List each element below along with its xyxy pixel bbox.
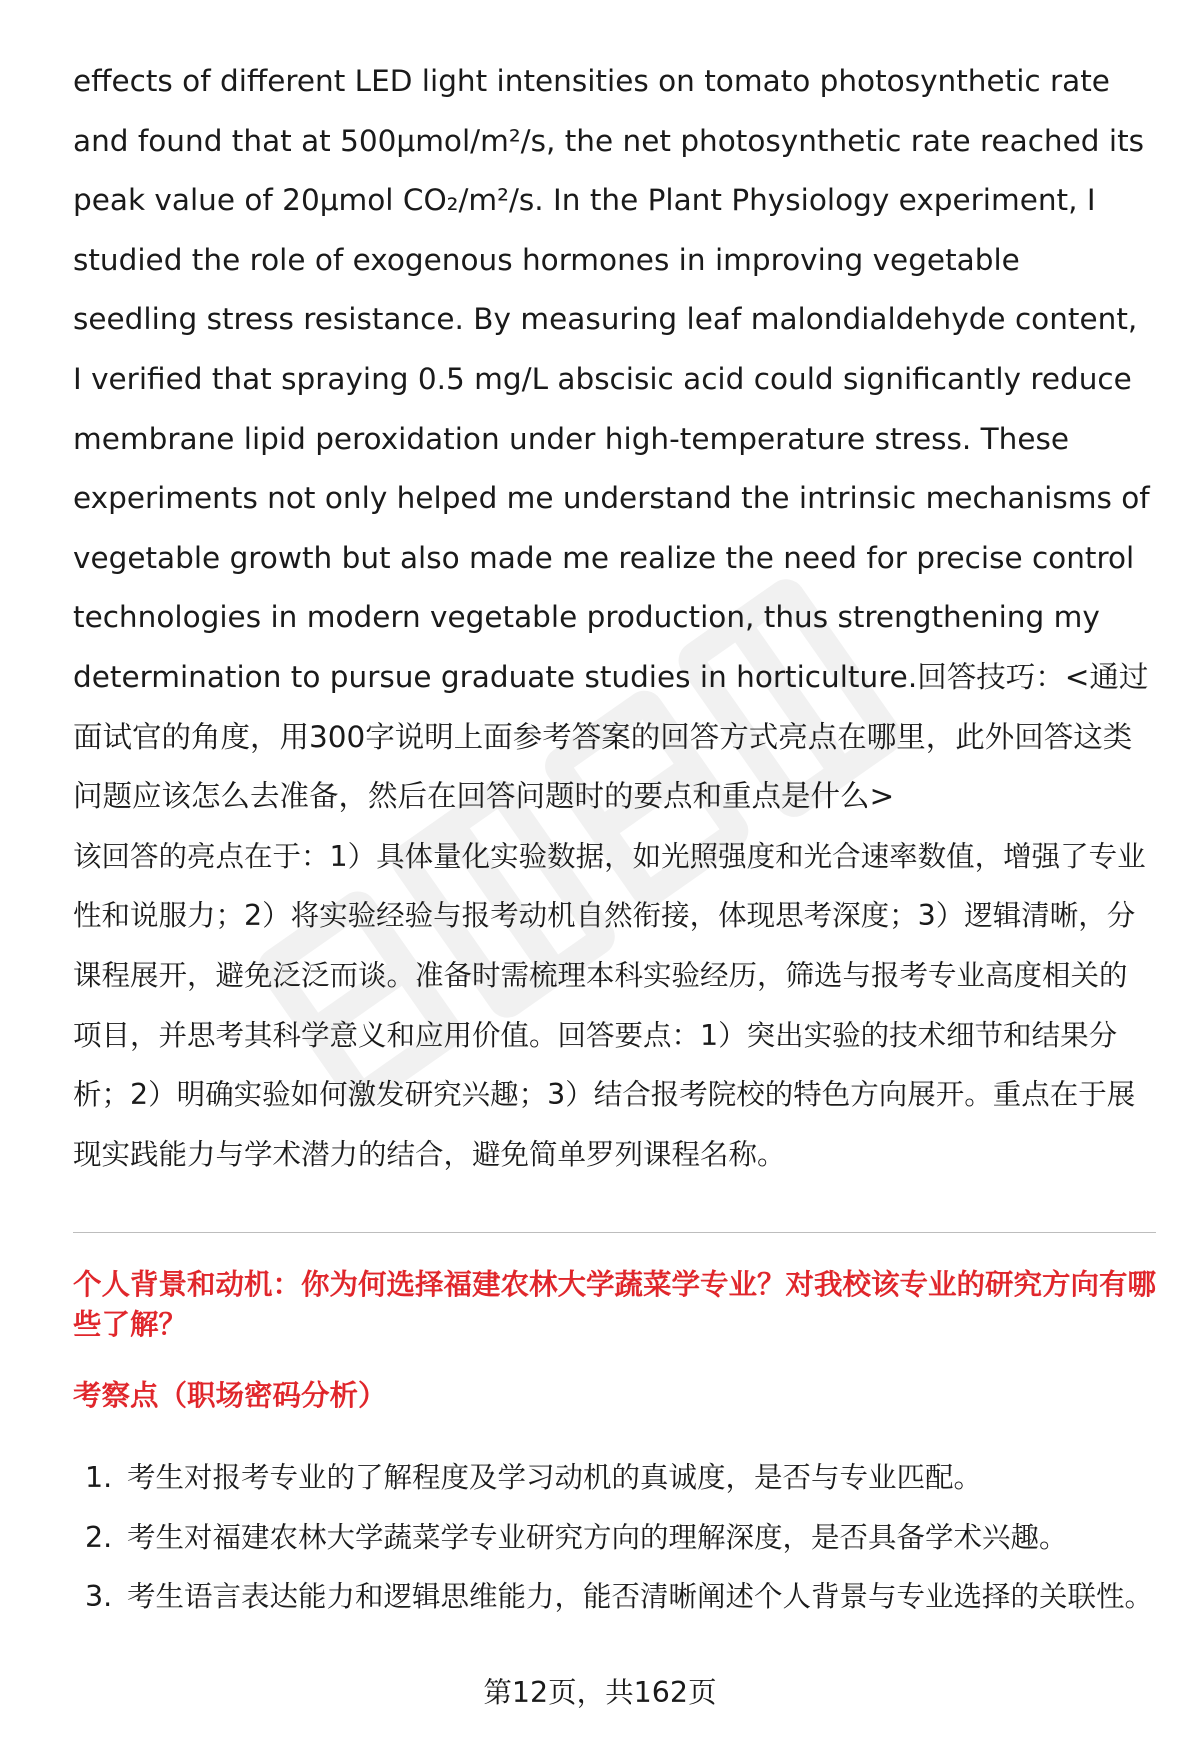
list-item-number: 1.	[85, 1461, 113, 1494]
assessment-points-heading: 考察点（职场密码分析）	[73, 1379, 387, 1412]
page-number: 第12页，共162页	[483, 1676, 717, 1709]
assessment-points-list	[73, 1448, 1158, 1627]
analysis-paragraph: 该回答的亮点在于：1）具体量化实验数据，如光照强度和光合速率数值，增强了专业性和说服力；2）将实验经验与报考动机自然衔接，体现思考深度；3）逻辑清晰，分课程展开，避免泛泛而谈。准备时需梳理本科实验经历，筛选与报考专业高度相关的项目，并思考其科学意义和应用价值。回答要点：1）突出实验的技术细节和结果分析；2）明确实验如何激发研究兴趣；3）结合报考院校的特色方向展开。重点在于展现实践能力与学术潜力的结合，避免简单罗列课程名称。	[73, 839, 1146, 1171]
body-text	[73, 52, 1153, 1184]
list-item	[73, 1448, 1158, 1508]
answer-paragraph: effects of different LED light intensities on tomato photosynthetic rate and found that at 500μmol/m²/s, the net photosynthetic rate reached its peak value of 20μmol CO₂/m²/s. In the Plant Physiology experiment, I studied the role of exogenous hormones in improving vegetable seedling stress resistance. By measuring leaf malondialdehyde content, I verified that spraying 0.5 mg/L abscisic acid could significantly reduce membrane lipid peroxidation under high-temperature stress. These experiments not only helped me understand the intrinsic mechanisms of vegetable growth but also made me realize the need for precise control technologies in modern vegetable production, thus strengthening my determination to pursue graduate studies in horticulture.回答技巧：<通过面试官的角度，用300字说明上面参考答案的回答方式亮点在哪里，此外回答这类问题应该怎么去准备，然后在回答问题时的要点和重点是什么>	[73, 64, 1150, 814]
question-title: 个人背景和动机：你为何选择福建农林大学蔬菜学专业？对我校该专业的研究方向有哪些了解？	[73, 1268, 1157, 1341]
section-divider	[73, 1232, 1156, 1233]
list-item-text: 考生对报考专业的了解程度及学习动机的真诚度，是否与专业匹配。	[127, 1461, 983, 1494]
list-item	[73, 1508, 1158, 1568]
list-item-number: 3.	[85, 1580, 113, 1614]
list-item-text: 考生对福建农林大学蔬菜学专业研究方向的理解深度，是否具备学术兴趣。	[127, 1520, 1068, 1554]
list-item-text: 考生语言表达能力和逻辑思维能力，能否清晰阐述个人背景与专业选择的关联性。	[127, 1580, 1154, 1614]
list-item	[73, 1567, 1158, 1627]
list-item-number: 2.	[85, 1520, 113, 1554]
